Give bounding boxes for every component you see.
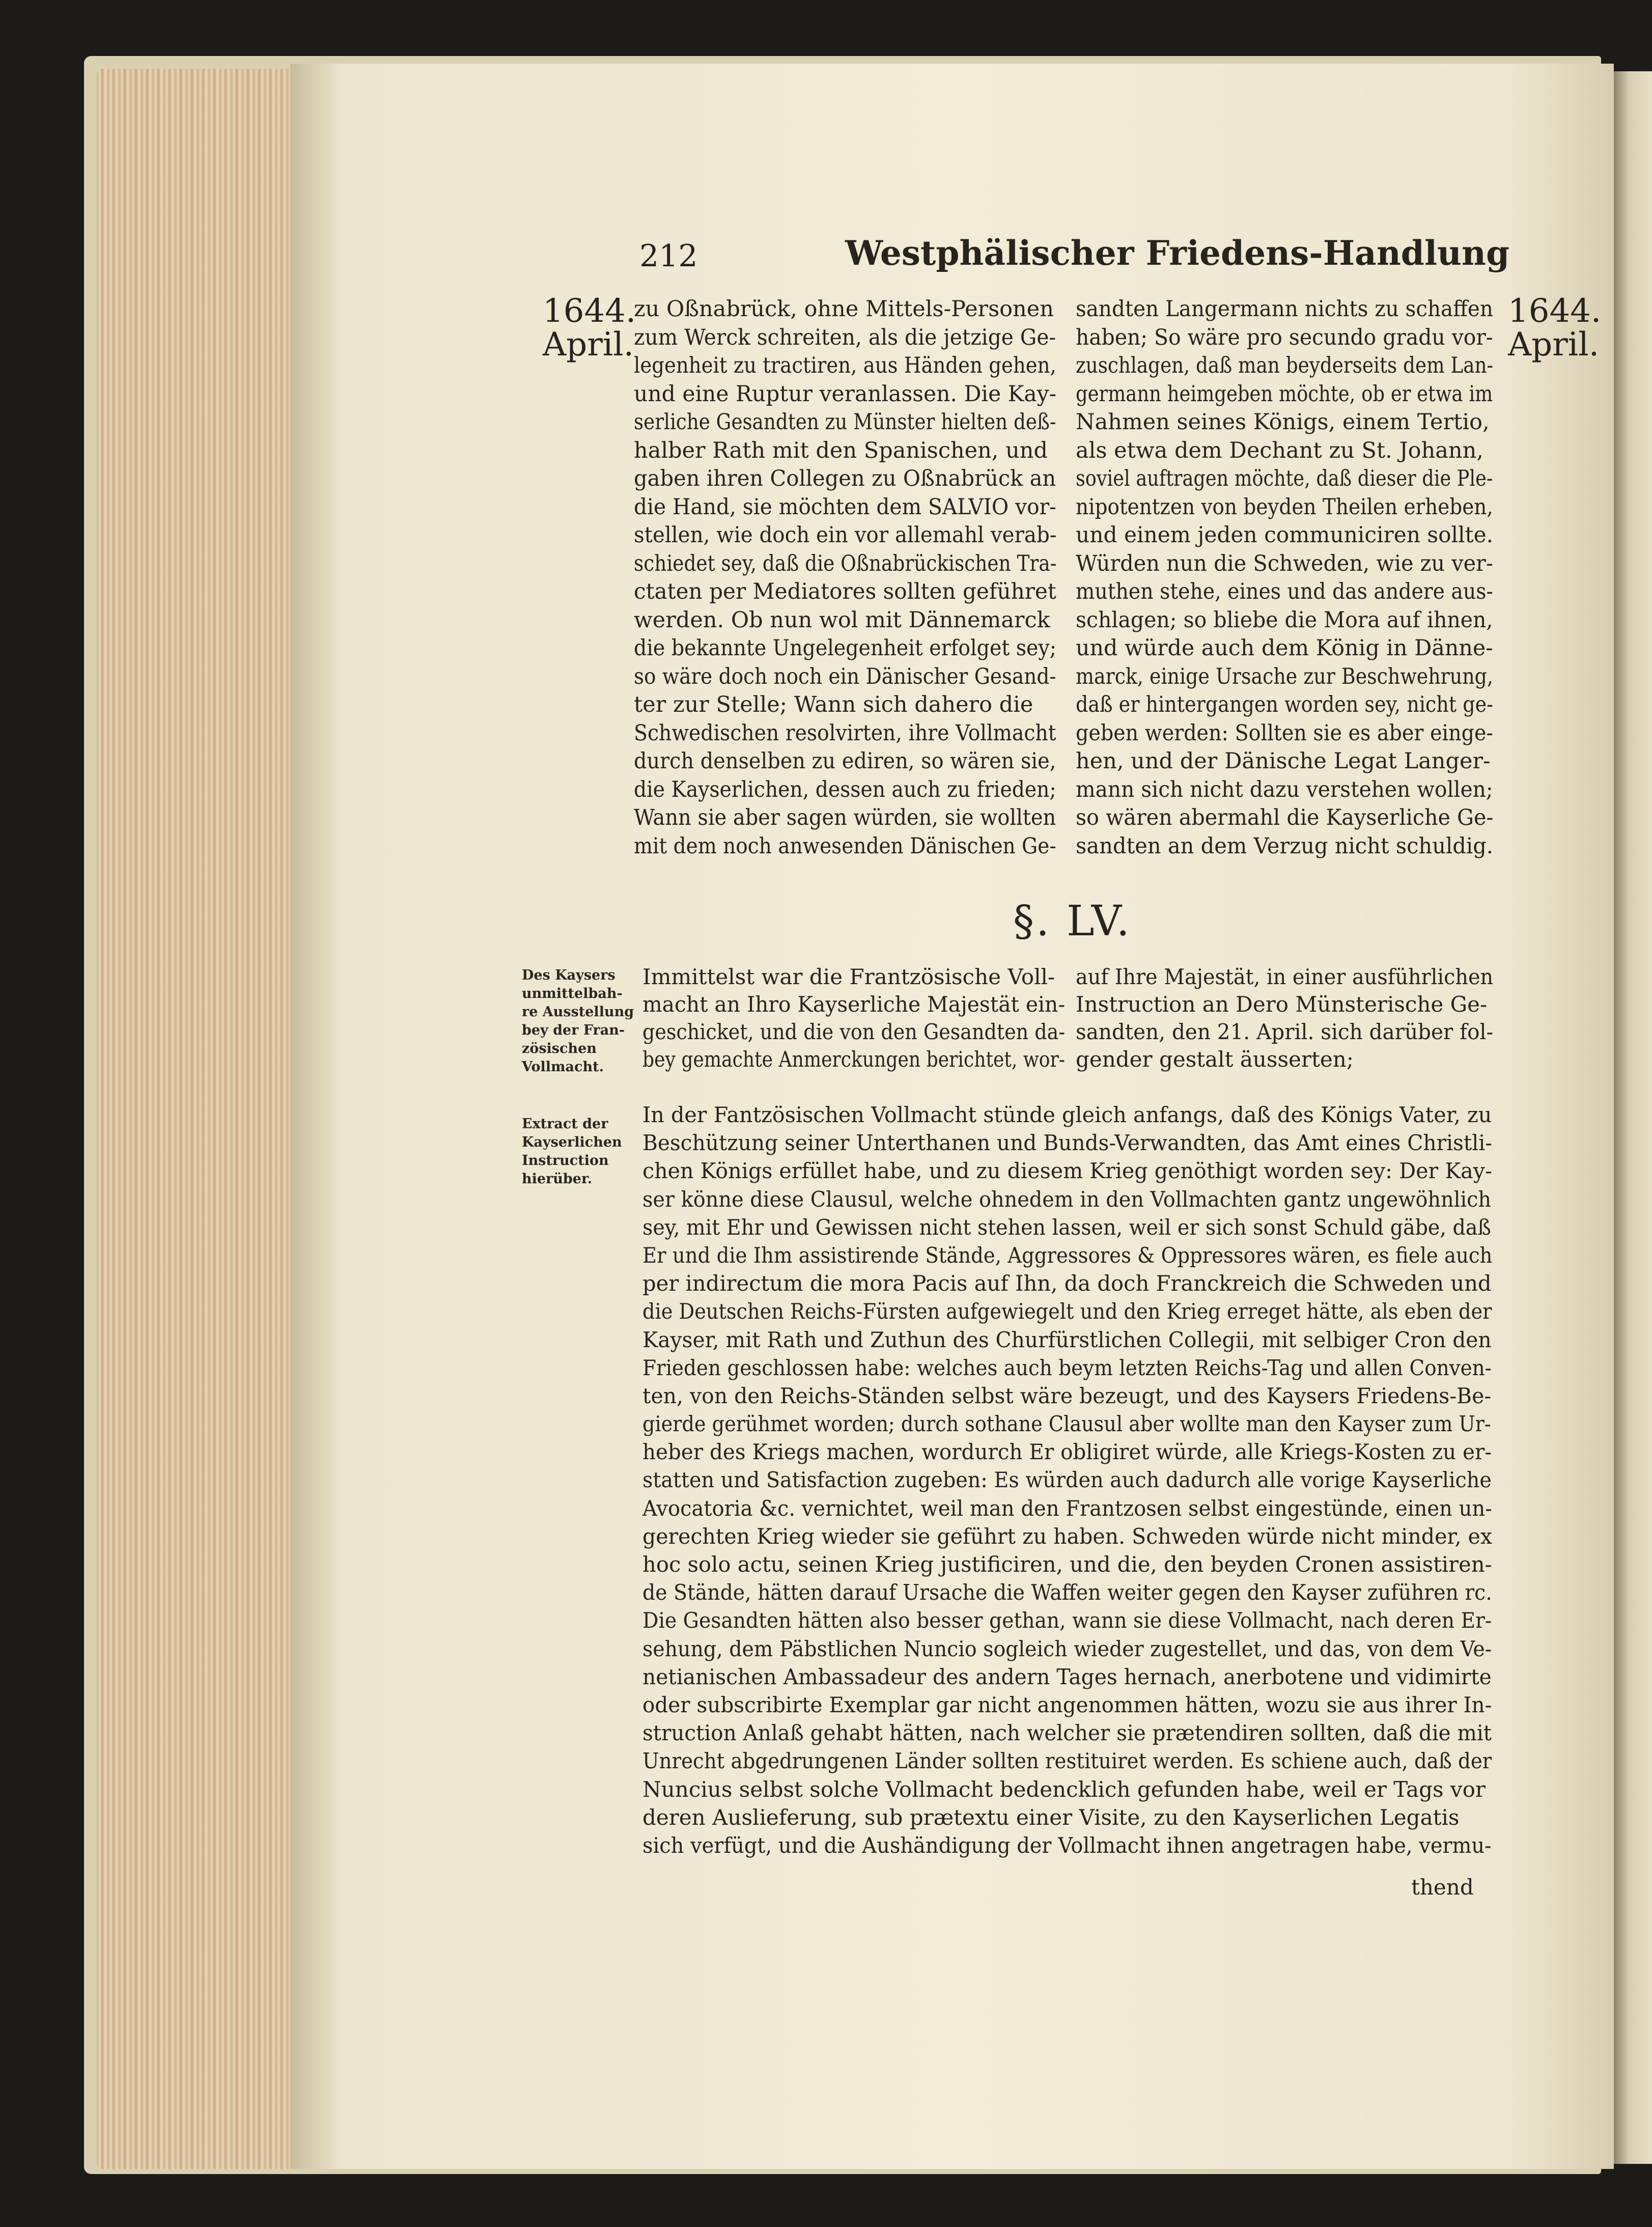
text-line: als etwa dem Dechant zu St. Johann, xyxy=(1076,437,1483,463)
margin-year-right: 1644. xyxy=(1508,292,1602,330)
text-line: Unrecht abgedrungenen Länder sollten restituiret werden. Es schiene auch, daß der xyxy=(642,1748,1492,1774)
text-line: legenheit zu tractiren, aus Händen gehen, xyxy=(634,353,1056,378)
text-line: Er und die Ihm assistirende Stände, Aggressores & Oppressores wären, es fiele auch xyxy=(642,1242,1493,1268)
side-note-line: zösischen xyxy=(522,1041,597,1056)
text-line: per indirectum die mora Pacis auf Ihn, da doch Franckreich die Schweden und xyxy=(642,1271,1492,1296)
text-line: bey gemachte Anmerckungen berichtet, wor- xyxy=(642,1047,1065,1072)
text-line: serliche Gesandten zu Münster hielten deß- xyxy=(634,409,1056,435)
facing-page-edge xyxy=(1614,71,1652,2164)
side-note-line: Extract der xyxy=(522,1116,608,1132)
text-line: Nuncius selbst solche Vollmacht bedencklich gefunden habe, weil er Tags vor xyxy=(642,1776,1486,1802)
text-line: Wann sie aber sagen würden, sie wollten xyxy=(634,805,1056,830)
side-note-line: bey der Fran- xyxy=(522,1022,625,1038)
text-line: muthen stehe, eines und das andere aus- xyxy=(1076,579,1493,604)
text-line: zum Werck schreiten, als die jetzige Ge- xyxy=(634,324,1056,350)
text-line: schlagen; so bliebe die Mora auf ihnen, xyxy=(1076,607,1493,633)
text-line: gierde gerühmet worden; durch sothane Clausul aber wollte man den Kayser zum Ur- xyxy=(642,1411,1491,1437)
text-line: mann sich nicht dazu verstehen wollen; xyxy=(1076,776,1493,802)
page-edges xyxy=(97,69,290,2169)
text-line: gaben ihren Collegen zu Oßnabrück an xyxy=(634,466,1056,491)
text-line: daß er hintergangen worden sey, nicht ge- xyxy=(1076,692,1494,717)
text-line: struction Anlaß gehabt hätten, nach welcher sie prætendiren sollten, daß die mit xyxy=(642,1720,1492,1746)
text-line: ser könne diese Clausul, welche ohnedem in den Vollmachten gantz ungewöhnlich xyxy=(642,1186,1492,1212)
text-line: und eine Ruptur veranlassen. Die Kay- xyxy=(634,381,1057,407)
text-line: de Stände, hätten darauf Ursache die Waffen weiter gegen den Kayser zuführen rc. xyxy=(642,1580,1492,1605)
text-line: zuschlagen, daß man beyderseits dem Lan- xyxy=(1076,353,1494,378)
text-line: sich verfügt, und die Aushändigung der Vollmacht ihnen angetragen habe, vermu- xyxy=(642,1832,1492,1858)
text-line: gender gestalt äusserten; xyxy=(1076,1047,1354,1072)
text-line: ten, von den Reichs-Ständen selbst wäre bezeugt, und des Kaysers Friedens-Be- xyxy=(642,1383,1492,1408)
text-line: Immittelst war die Frantzösische Voll- xyxy=(642,964,1055,989)
side-note-line: re Ausstellung xyxy=(522,1004,634,1020)
intro-column-right xyxy=(1076,963,1493,1073)
text-line: sehung, dem Päbstlichen Nuncio sogleich wieder zugestellet, und das, von dem Ve- xyxy=(642,1636,1492,1661)
text-line: Die Gesandten hätten also besser gethan, wann sie diese Vollmacht, nach deren Er- xyxy=(642,1608,1492,1633)
text-line: Nahmen seines Königs, einem Tertio, xyxy=(1076,409,1490,435)
text-line: germann heimgeben möchte, ob er etwa im xyxy=(1076,381,1493,407)
text-line: sandten an dem Verzug nicht schuldig. xyxy=(1076,833,1494,859)
side-note-ausstellung xyxy=(522,966,634,1076)
text-line: ctaten per Mediatores sollten geführet xyxy=(634,579,1056,604)
text-line: und würde auch dem König in Dänne- xyxy=(1076,635,1493,661)
text-line: sey, mit Ehr und Gewissen nicht stehen lassen, weil er sich sonst Schuld gäbe, daß xyxy=(642,1214,1491,1240)
text-line: Avocatoria &c. vernichtet, weil man den Frantzosen selbst eingestünde, einen un- xyxy=(642,1495,1492,1521)
text-line: sandten Langermann nichts zu schaffen xyxy=(1076,296,1493,322)
text-line: heber des Kriegs machen, wordurch Er obligiret würde, alle Kriegs-Kosten zu er- xyxy=(642,1439,1492,1465)
text-line: Schwedischen resolvirten, ihre Vollmacht xyxy=(634,720,1056,746)
column-right xyxy=(1076,295,1493,860)
text-line: hoc solo actu, seinen Krieg justificiren, und die, den beyden Cronen assistiren- xyxy=(642,1552,1492,1577)
text-line: haben; So wäre pro secundo gradu vor- xyxy=(1076,324,1493,350)
margin-month-left: April. xyxy=(543,326,634,364)
text-line: durch denselben zu ediren, so wären sie, xyxy=(634,748,1056,774)
text-line: oder subscribirte Exemplar gar nicht angenommen hätten, wozu sie aus ihrer In- xyxy=(642,1692,1492,1717)
text-line: stellen, wie doch ein vor allemahl verab- xyxy=(634,522,1057,548)
side-note-line: Kayserlichen xyxy=(522,1134,622,1150)
text-line: auf Ihre Majestät, in einer ausführlichen xyxy=(1076,964,1494,989)
text-line: geben werden: Sollten sie es aber einge- xyxy=(1076,720,1493,746)
text-line: hen, und der Dänische Legat Langer- xyxy=(1076,748,1491,774)
text-line: die Kayserlichen, dessen auch zu frieden; xyxy=(634,776,1056,802)
text-line: Würden nun die Schweden, wie zu ver- xyxy=(1076,550,1493,576)
text-line: so wäre doch noch ein Dänischer Gesand- xyxy=(634,663,1056,689)
side-note-extract xyxy=(522,1115,634,1188)
side-note-line: Des Kaysers xyxy=(522,967,615,983)
side-note-line: unmittelbah- xyxy=(522,986,623,1001)
column-left xyxy=(634,295,1056,860)
margin-year-left: 1644. xyxy=(543,292,636,330)
catchword: thend xyxy=(1411,1875,1474,1900)
text-line: sandten, den 21. April. sich darüber fol- xyxy=(1076,1019,1494,1044)
text-line: soviel auftragen möchte, daß dieser die Ple- xyxy=(1076,466,1493,491)
text-line: gerechten Krieg wieder sie geführt zu haben. Schweden würde nicht minder, ex xyxy=(642,1523,1492,1549)
text-line: In der Fantzösischen Vollmacht stünde gleich anfangs, daß des Königs Vater, zu xyxy=(642,1102,1492,1127)
text-line: die Deutschen Reichs-Fürsten aufgewiegelt und den Krieg erreget hätte, als eben der xyxy=(642,1299,1492,1324)
text-line: macht an Ihro Kayserliche Majestät ein- xyxy=(642,992,1066,1017)
text-line: schiedet sey, daß die Oßnabrückischen Tra- xyxy=(634,550,1057,576)
text-line: werden. Ob nun wol mit Dännemarck xyxy=(634,607,1050,633)
text-line: deren Auslieferung, sub prætextu einer Visite, zu den Kayserlichen Legatis xyxy=(642,1804,1460,1830)
text-line: halber Rath mit den Spanischen, und xyxy=(634,437,1048,463)
body-text xyxy=(642,1101,1492,1859)
text-line: die Hand, sie möchten dem SALVIO vor- xyxy=(634,494,1056,520)
side-note-line: Vollmacht. xyxy=(522,1059,604,1075)
text-line: geschicket, und die von den Gesandten da- xyxy=(642,1019,1066,1044)
text-line: Frieden geschlossen habe: welches auch beym letzten Reichs-Tag und allen Conven- xyxy=(642,1355,1492,1380)
text-line: die bekannte Ungelegenheit erfolget sey; xyxy=(634,635,1057,661)
side-note-line: Instruction xyxy=(522,1153,609,1168)
side-note-line: hierüber. xyxy=(522,1171,593,1187)
text-line: so wären abermahl die Kayserliche Ge- xyxy=(1076,805,1494,830)
section-heading: §. LV. xyxy=(1013,897,1132,945)
intro-column-left xyxy=(642,963,1065,1073)
text-line: marck, einige Ursache zur Beschwehrung, xyxy=(1076,663,1493,689)
text-line: Instruction an Dero Münsterische Ge- xyxy=(1076,992,1488,1017)
margin-month-right: April. xyxy=(1508,326,1600,364)
text-line: Kayser, mit Rath und Zuthun des Churfürstlichen Collegii, mit selbiger Cron den xyxy=(642,1327,1492,1352)
running-title: Westphälischer Friedens-Handlung xyxy=(845,233,1510,273)
text-line: netianischen Ambassadeur des andern Tages hernach, anerbotene und vidimirte xyxy=(642,1664,1492,1689)
text-line: ter zur Stelle; Wann sich dahero die xyxy=(634,692,1033,717)
text-line: zu Oßnabrück, ohne Mittels-Personen xyxy=(634,296,1054,322)
text-line: chen Königs erfüllet habe, und zu diesem Krieg genöthigt worden sey: Der Kay- xyxy=(642,1158,1492,1184)
page-number: 212 xyxy=(639,238,698,274)
text-line: mit dem noch anwesenden Dänischen Ge- xyxy=(634,833,1056,859)
text-line: statten und Satisfaction zugeben: Es würden auch dadurch alle vorige Kayserliche xyxy=(642,1467,1492,1493)
text-line: nipotentzen von beyden Theilen erheben, xyxy=(1076,494,1493,520)
text-line: und einem jeden communiciren sollte. xyxy=(1076,522,1494,548)
text-line: Beschützung seiner Unterthanen und Bunds-Verwandten, das Amt eines Christli- xyxy=(642,1130,1492,1156)
